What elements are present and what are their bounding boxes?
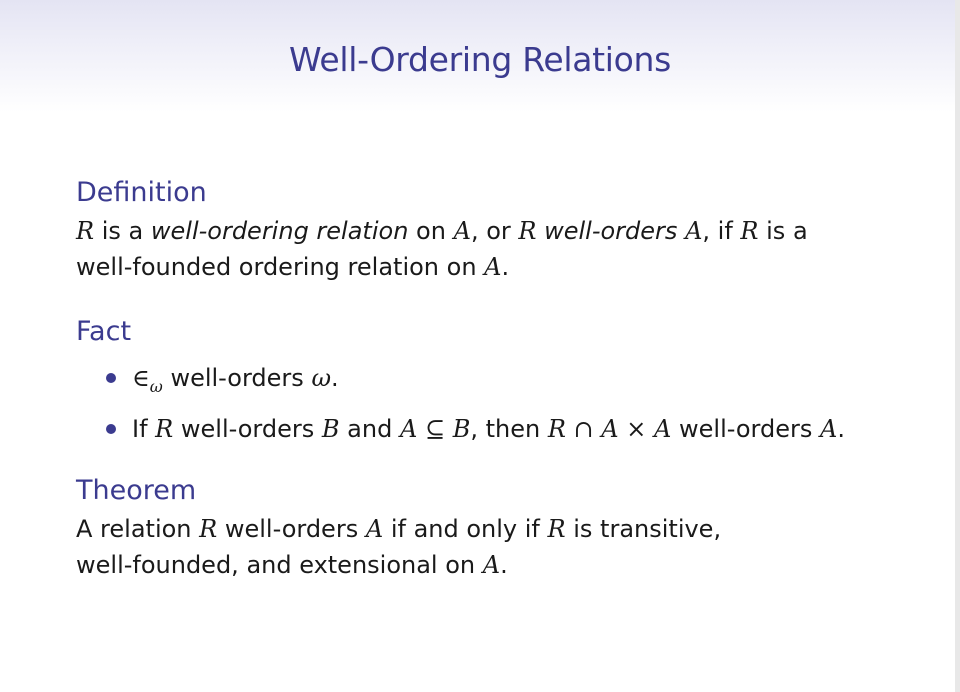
var-a: A — [685, 217, 703, 245]
def-text: is a — [766, 217, 808, 245]
var-a: A — [399, 415, 418, 443]
period: . — [500, 551, 508, 579]
element-of-symbol: ∈ — [132, 364, 150, 392]
omega-subscript: ω — [149, 377, 163, 396]
thm-text: is transitive, — [573, 515, 722, 543]
var-r: R — [76, 217, 95, 245]
var-a: A — [484, 253, 502, 281]
thm-text: if and only if — [390, 515, 540, 543]
var-r: R — [547, 515, 566, 543]
omega: ω — [311, 364, 332, 392]
def-text: , if — [702, 217, 733, 245]
list-item — [100, 408, 845, 451]
thm-text: A relation — [76, 515, 192, 543]
fact-text: and — [347, 415, 393, 443]
period: . — [331, 364, 339, 392]
period: . — [837, 415, 845, 443]
intersection-symbol: ∩ — [573, 415, 594, 443]
thm-text: well-founded, and extensional on — [76, 551, 476, 579]
var-r: R — [740, 217, 759, 245]
thm-text: well-orders — [224, 515, 359, 543]
var-b: B — [452, 415, 471, 443]
def-emphasis: well-ordering relation — [150, 217, 409, 245]
var-a: A — [365, 515, 384, 543]
var-b: B — [321, 415, 340, 443]
bullet-icon — [106, 373, 116, 383]
var-r: R — [547, 415, 566, 443]
def-text: is a — [101, 217, 144, 245]
def-text: on — [416, 217, 446, 245]
fact-text: well-orders — [679, 415, 813, 443]
definition-heading: Definition — [76, 177, 207, 208]
fact-text: well-orders — [170, 364, 304, 392]
bullet-icon — [106, 424, 116, 434]
def-emphasis: well-orders — [544, 217, 678, 245]
fact-text: , then — [470, 415, 541, 443]
theorem-line-1 — [76, 511, 721, 547]
definition-line-2 — [76, 249, 509, 285]
var-a: A — [601, 415, 619, 443]
theorem-heading: Theorem — [76, 475, 197, 506]
right-edge-strip — [955, 0, 960, 692]
list-item — [100, 357, 845, 408]
var-r: R — [155, 415, 174, 443]
var-a: A — [453, 217, 471, 245]
subset-symbol: ⊆ — [424, 415, 446, 443]
period: . — [501, 253, 510, 281]
theorem-line-2 — [76, 547, 508, 583]
var-a: A — [482, 551, 501, 579]
fact-text: If — [132, 415, 148, 443]
definition-line-1 — [76, 213, 808, 249]
def-text: well-founded ordering relation on — [76, 253, 477, 281]
fact-heading: Fact — [76, 316, 132, 347]
var-a: A — [820, 415, 838, 443]
times-symbol: × — [626, 415, 647, 443]
var-a: A — [654, 415, 672, 443]
fact-text: well-orders — [180, 415, 315, 443]
slide-title: Well-Ordering Relations — [288, 40, 672, 79]
var-r: R — [518, 217, 537, 245]
fact-list — [100, 357, 845, 451]
def-text: , or — [470, 217, 511, 245]
var-r: R — [199, 515, 218, 543]
